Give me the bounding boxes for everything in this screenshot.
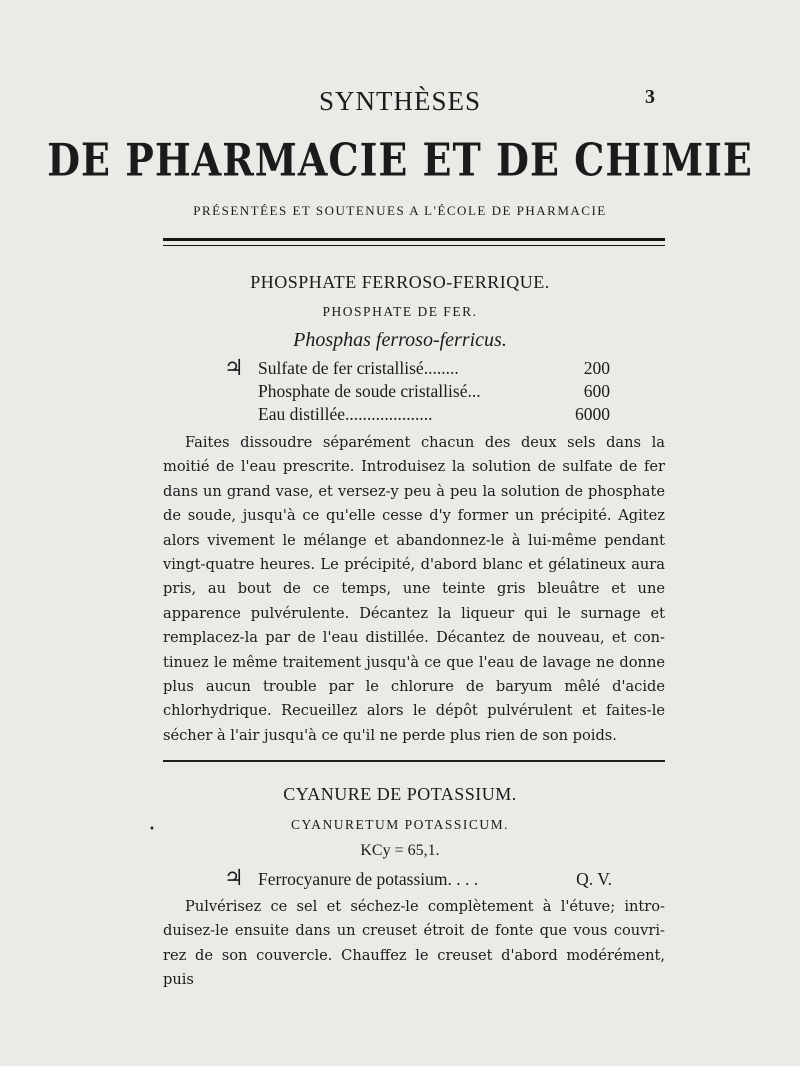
page-subtitle: PRÉSENTÉES ET SOUTENUES A L'ÉCOLE DE PHARMACIE bbox=[193, 203, 607, 218]
section-latin-cyanure: CYANURETUM POTASSICUM. bbox=[291, 817, 509, 832]
section-synonym-phosphate: PHOSPHATE DE FER. bbox=[322, 304, 478, 319]
section-divider bbox=[163, 760, 665, 762]
title-rule-thick bbox=[163, 238, 665, 241]
ingredient-quantity: Q. V. bbox=[576, 869, 612, 889]
page-number: 3 bbox=[645, 86, 655, 108]
recipe-symbol-icon: ♃ bbox=[224, 866, 244, 891]
ingredient-name: Sulfate de fer cristallisé........ bbox=[258, 358, 459, 378]
section-latin-phosphate: Phosphas ferroso-ferricus. bbox=[293, 329, 507, 351]
body-paragraph-phosphate: Faites dissoudre séparément chacun des deux sels dans la moitié de l'eau prescrite. Introduisez la solution de sulfate de fer dans un grand vase, et versez-y peu à peu la solution de phosphate de soude, jusqu'à ce qu'elle cesse d'y former un précipité. Agitez alors vivement le mélange et abandonnez-le à lui-même pendant vingt-quatre heures. Le précipité, d'abord blanc et gélatineux aura pris, au bout de ce temps, une teinte gris bleuâtre et une apparence pulvérulente. Décantez la liqueur qui le surnage et remplacez-la par de l'eau distillée. Décantez de nouveau, et con-tinuez le même traitement jusqu'à ce que l'eau de lavage ne donne plus aucun trouble par le chlorure de baryum mêlé d'acide chlorhydrique. Recueillez alors le dépôt pulvérulent et faites-le sécher à l'air jusqu'à ce qu'il ne perde plus rien de son poids. bbox=[163, 434, 665, 744]
title-rule-thin bbox=[163, 245, 665, 246]
running-head: SYNTHÈSES bbox=[318, 86, 482, 116]
ingredient-quantity: 600 bbox=[583, 381, 610, 401]
chemical-formula: KCy = 65,1. bbox=[360, 842, 440, 859]
recipe-symbol-icon: ♃ bbox=[224, 356, 244, 381]
margin-dot: • bbox=[149, 824, 155, 835]
body-paragraph-cyanure: Pulvérisez ce sel et séchez-le complètement à l'étuve; intro-duisez-le ensuite dans un creuset étroit de fonte que vous couvri-rez de son couvercle. Chauffez le creuset d'abord modérément, puis bbox=[163, 898, 665, 989]
page-title: DE PHARMACIE ET DE CHIMIE bbox=[47, 133, 753, 187]
ingredient-name: Phosphate de soude cristallisé... bbox=[258, 381, 481, 401]
ingredient-quantity: 6000 bbox=[575, 404, 610, 424]
section-heading-cyanure: CYANURE DE POTASSIUM. bbox=[283, 784, 517, 804]
ingredient-name: Ferrocyanure de potassium. . . . bbox=[258, 869, 479, 889]
ingredient-quantity: 200 bbox=[583, 358, 610, 378]
section-heading-phosphate: PHOSPHATE FERROSO-FERRIQUE. bbox=[250, 272, 550, 292]
ingredient-name: Eau distillée.................... bbox=[258, 404, 433, 424]
